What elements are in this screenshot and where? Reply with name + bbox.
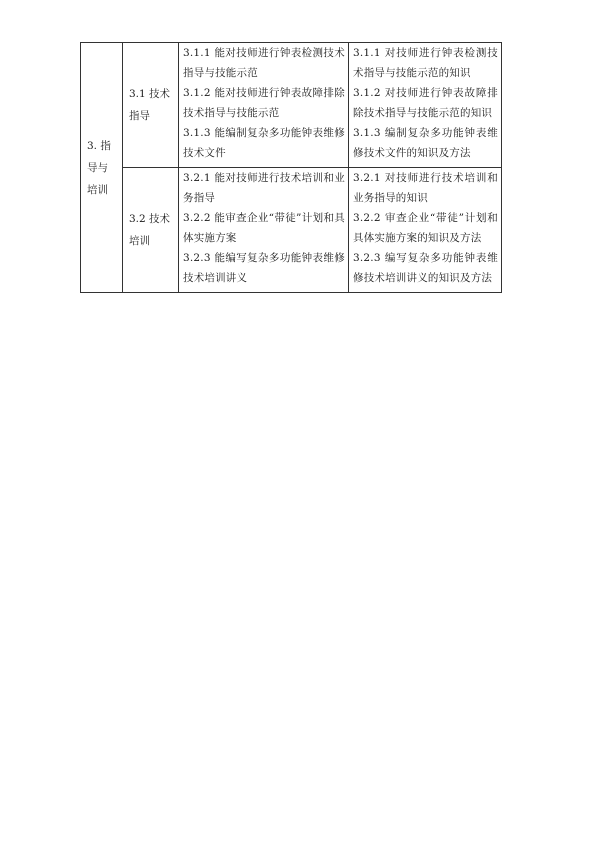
skills-cell xyxy=(179,43,349,168)
skill-item: 3.2.2 能审查企业“带徒”计划和具体实施方案 xyxy=(183,212,345,244)
knowledge-item: 3.2.3 编写复杂多功能钟表维修技术培训讲义的知识及方法 xyxy=(353,252,498,284)
table-row xyxy=(81,168,502,293)
table-row xyxy=(81,43,502,168)
skills-cell xyxy=(179,168,349,293)
skill-item: 3.2.1 能对技师进行技术培训和业务指导 xyxy=(183,172,345,204)
knowledge-item: 3.2.2 审查企业“带徒”计划和具体实施方案的知识及方法 xyxy=(353,212,498,244)
subcategory-cell xyxy=(123,168,179,293)
category-cell xyxy=(81,43,123,293)
subcategory-cell xyxy=(123,43,179,168)
knowledge-cell xyxy=(349,43,502,168)
knowledge-item: 3.1.3 编制复杂多功能钟表维修技术文件的知识及方法 xyxy=(353,127,498,159)
knowledge-item: 3.2.1 对技师进行技术培训和业务指导的知识 xyxy=(353,172,498,204)
knowledge-cell xyxy=(349,168,502,293)
subcategory-label: 3.2 技术培训 xyxy=(129,213,171,247)
subcategory-label: 3.1 技术指导 xyxy=(129,88,171,122)
skill-item: 3.1.1 能对技师进行钟表检测技术指导与技能示范 xyxy=(183,47,345,79)
skill-item: 3.2.3 能编写复杂多功能钟表维修技术培训讲义 xyxy=(183,252,345,284)
standards-table xyxy=(80,42,502,293)
knowledge-item: 3.1.2 对技师进行钟表故障排除技术指导与技能示范的知识 xyxy=(353,87,498,119)
skill-item: 3.1.2 能对技师进行钟表故障排除技术指导与技能示范 xyxy=(183,87,345,119)
knowledge-item: 3.1.1 对技师进行钟表检测技术指导与技能示范的知识 xyxy=(353,47,498,79)
category-label: 3. 指导与培训 xyxy=(87,139,111,196)
skill-item: 3.1.3 能编制复杂多功能钟表维修技术文件 xyxy=(183,127,345,159)
